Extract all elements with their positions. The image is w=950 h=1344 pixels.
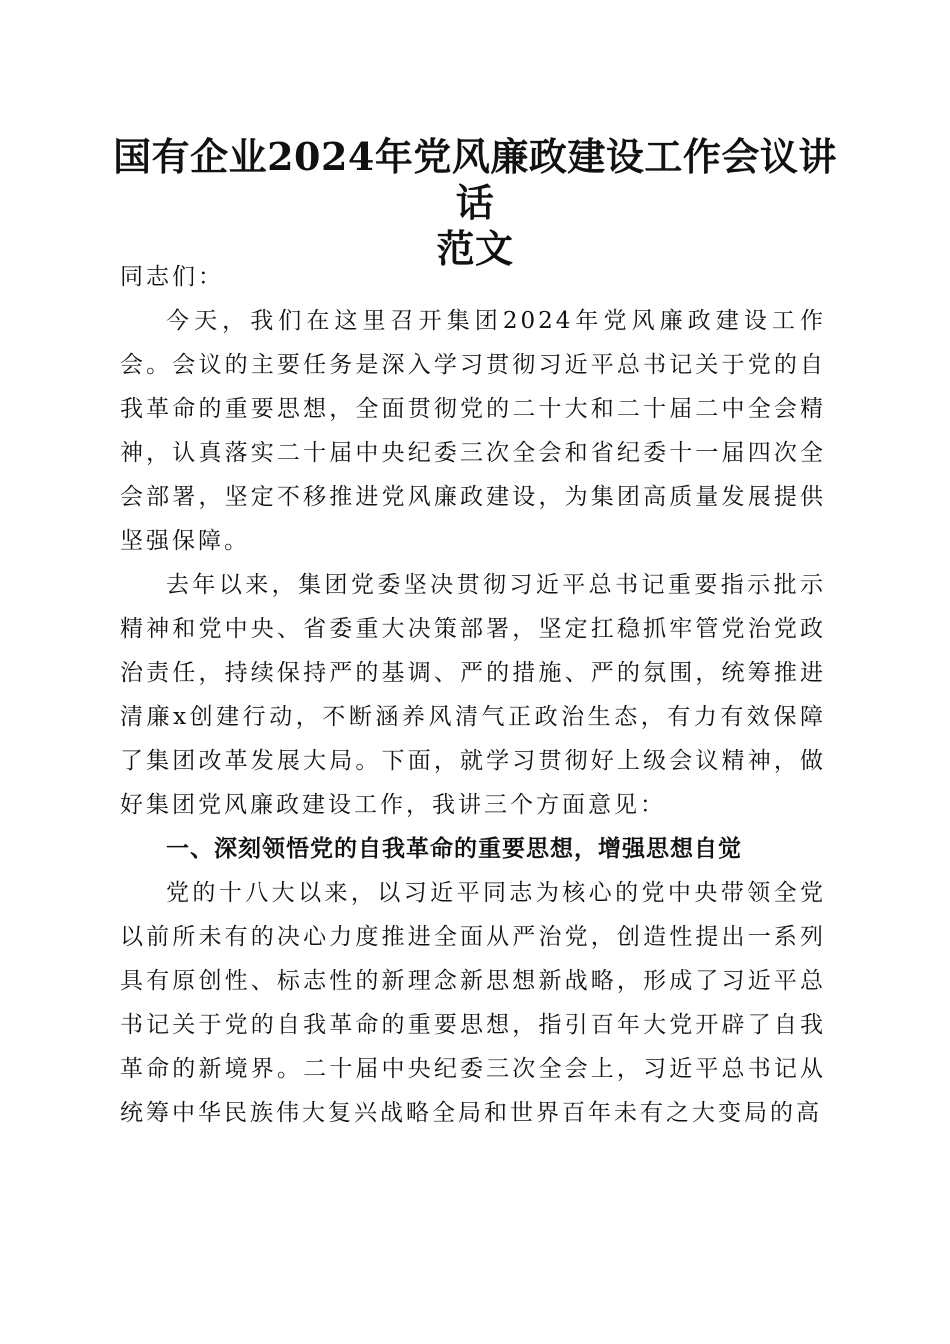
salutation: 同志们： xyxy=(120,264,224,290)
paragraph-opening: 今天，我们在这里召开集团2024年党风廉政建设工作会。会议的主要任务是深入学习贯彻习近平总书记关于党的自我革命的重要思想，全面贯彻党的二十大和二十届二中全会精神，认真落实二十届中央纪委三次全会和省纪委十一届四次全会部署，坚定不移推进党风廉政建设，为集团高质量发展提供坚强保障。 xyxy=(120,308,826,554)
title-line-2: 范文 xyxy=(436,226,514,271)
section-1-paragraph: 党的十八大以来，以习近平同志为核心的党中央带领全党以前所未有的决心力度推进全面从严治党，创造性提出一系列具有原创性、标志性的新理念新思想新战略，形成了习近平总书记关于党的自我革命的重要思想，指引百年大党开辟了自我革命的新境界。二十届中央纪委三次全会上，习近平总书记从统筹中华民族伟大复兴战略全局和世界百年未有之大变局的高 xyxy=(120,880,826,1126)
document-body xyxy=(120,255,826,1135)
title-line-1: 国有企业2024年党风廉政建设工作会议讲话 xyxy=(113,134,837,225)
section-heading-1: 一、深刻领悟党的自我革命的重要思想，增强思想自觉 xyxy=(166,836,742,862)
document-title xyxy=(100,134,850,272)
paragraph-review: 去年以来，集团党委坚决贯彻习近平总书记重要指示批示精神和党中央、省委重大决策部署，坚定扛稳抓牢管党治党政治责任，持续保持严的基调、严的措施、严的氛围，统筹推进清廉x创建行动，不断涵养风清气正政治生态，有力有效保障了集团改革发展大局。下面，就学习贯彻好上级会议精神，做好集团党风廉政建设工作，我讲三个方面意见： xyxy=(120,572,826,818)
